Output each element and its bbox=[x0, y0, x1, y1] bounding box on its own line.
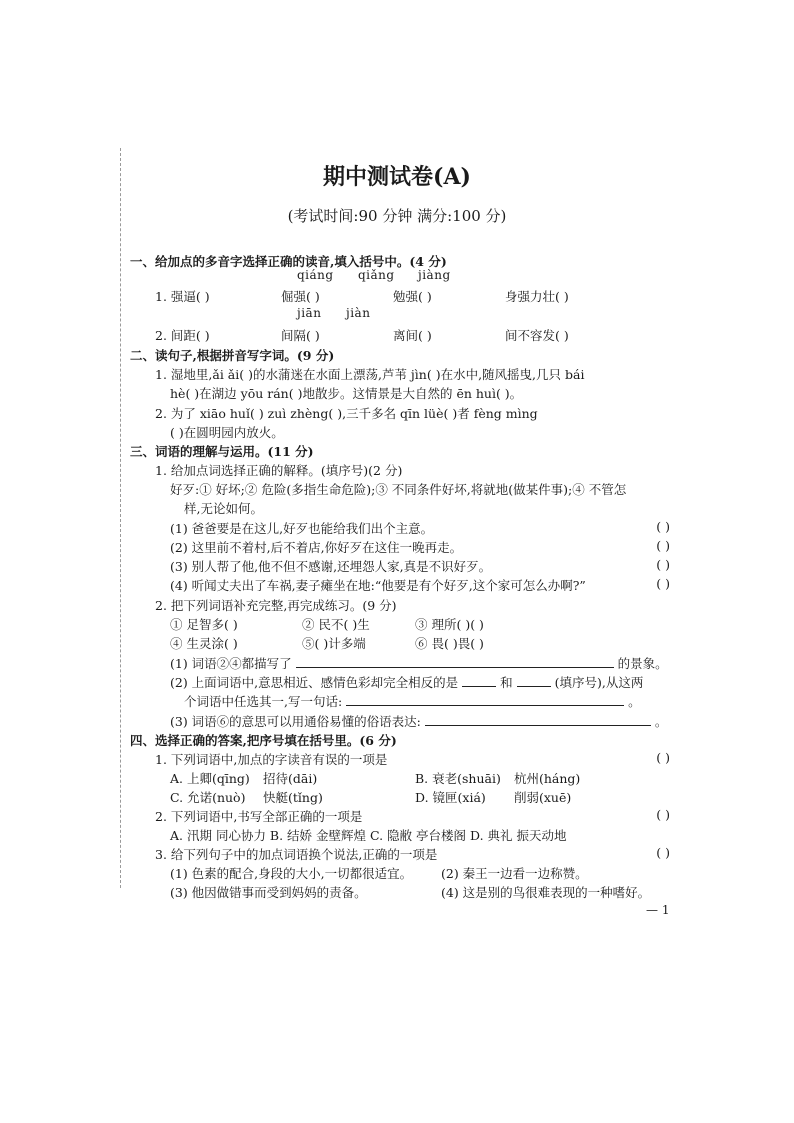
choice: D. 镜匣(xiá) bbox=[415, 790, 486, 805]
word-blank: ⑤( )计多端 bbox=[302, 636, 366, 651]
definition-line: 好歹:① 好坏;② 危险(多指生命危险);③ 不同条件好坏,将就地(做某件事);④ 不管怎 bbox=[170, 482, 627, 497]
question-line: ( )在圆明园内放火。 bbox=[170, 425, 284, 440]
page-number: — 1 bbox=[646, 903, 670, 917]
word-blank: ② 民不( )生 bbox=[302, 617, 370, 632]
word-blank: ③ 理所( )( ) bbox=[415, 617, 484, 632]
answer-blank: ( ) bbox=[656, 807, 670, 822]
answer-blank: ( ) bbox=[656, 538, 670, 553]
word-blank: ⑥ 畏( )畏( ) bbox=[415, 636, 484, 651]
fill-in-line[interactable] bbox=[462, 673, 496, 687]
word-item: 间不容发( ) bbox=[505, 328, 569, 343]
word-item: 间隔( ) bbox=[281, 328, 320, 343]
answer-blank: ( ) bbox=[656, 845, 670, 860]
question-line: hè( )在湖边 yōu rán( )地散步。这情景是大自然的 ēn huì( )。 bbox=[170, 386, 523, 401]
answer-blank: ( ) bbox=[656, 576, 670, 591]
word-item: 2. 间距( ) bbox=[155, 328, 210, 343]
sub-item: (1) 爸爸要是在这儿,好歹也能给我们出个主意。 bbox=[170, 521, 434, 536]
choice: 削弱(xuē) bbox=[514, 790, 572, 805]
sub-item: (4) 听闻丈夫出了车祸,妻子瘫坐在地:“他要是有个好歹,这个家可怎么办啊?” bbox=[170, 578, 586, 593]
choice: A. 上卿(qīng) bbox=[170, 771, 250, 786]
sentence: (4) 这是别的鸟很难表现的一种嗜好。 bbox=[441, 885, 651, 900]
word-item: 倔强( ) bbox=[281, 289, 320, 304]
choice: C. 允诺(nuò) bbox=[170, 790, 246, 805]
binding-margin-line bbox=[120, 148, 121, 888]
sentence: (3) 他因做错事而受到妈妈的责备。 bbox=[170, 885, 367, 900]
choice: 招待(dāi) bbox=[263, 771, 318, 786]
question-line: 2. 把下列词语补充完整,再完成练习。(9 分) bbox=[155, 598, 397, 613]
word-blank: ① 足智多( ) bbox=[170, 617, 238, 632]
word-item: 勉强( ) bbox=[393, 289, 432, 304]
section-4-heading: 四、选择正确的答案,把序号填在括号里。(6 分) bbox=[130, 733, 397, 748]
exam-info: (考试时间:90 分钟 满分:100 分) bbox=[287, 207, 507, 225]
sentence: (1) 色素的配合,身段的大小,一切都很适宜。 bbox=[170, 866, 413, 881]
sub-item: (2) 上面词语中,意思相近、感情色彩却完全相反的是 和 (填序号),从这两 bbox=[170, 675, 644, 690]
choice: 杭州(háng) bbox=[514, 771, 581, 786]
pinyin-option: qiáng bbox=[297, 268, 334, 282]
question-line: 1. 湿地里,ǎi ǎi( )的水蒲迷在水面上漂荡,芦苇 jìn( )在水中,随风摇曳,几只 bái bbox=[155, 367, 585, 382]
choice: 快艇(tǐng) bbox=[263, 790, 323, 805]
sub-item: 个词语中任选其一,写一句话: 。 bbox=[184, 694, 641, 709]
fill-in-line[interactable] bbox=[296, 654, 614, 668]
word-blank: ④ 生灵涂( ) bbox=[170, 636, 238, 651]
pinyin-option: jiàn bbox=[346, 306, 371, 320]
question-line: 1. 下列词语中,加点的字读音有误的一项是 bbox=[155, 752, 388, 767]
fill-in-line[interactable] bbox=[517, 673, 551, 687]
sub-item: (2) 这里前不着村,后不着店,你好歹在这住一晚再走。 bbox=[170, 540, 463, 555]
section-3-heading: 三、词语的理解与运用。(11 分) bbox=[130, 444, 314, 459]
page-title: 期中测试卷(A) bbox=[323, 164, 471, 190]
answer-blank: ( ) bbox=[656, 519, 670, 534]
fill-in-line[interactable] bbox=[425, 712, 651, 726]
definition-line: 样,无论如何。 bbox=[184, 501, 263, 516]
sub-item: (1) 词语②④都描写了 的景象。 bbox=[170, 656, 668, 671]
question-line: 2. 为了 xiāo huǐ( ) zuì zhèng( ),三千多名 qīn lüè( )者 fèng mìng bbox=[155, 406, 538, 421]
pinyin-option: jiān bbox=[297, 306, 322, 320]
fill-in-line[interactable] bbox=[346, 692, 624, 706]
choice: B. 衰老(shuāi) bbox=[415, 771, 501, 786]
question-line: 3. 给下列句子中的加点词语换个说法,正确的一项是 bbox=[155, 847, 438, 862]
word-item: 1. 强逼( ) bbox=[155, 289, 210, 304]
answer-blank: ( ) bbox=[656, 750, 670, 765]
word-item: 身强力壮( ) bbox=[505, 289, 569, 304]
answer-blank: ( ) bbox=[656, 557, 670, 572]
word-item: 离间( ) bbox=[393, 328, 432, 343]
pinyin-option: jiàng bbox=[418, 268, 451, 282]
choice-row: A. 汛期 同心协力 B. 结娇 金壁辉煌 C. 隐敝 亭台楼阁 D. 典礼 振天动地 bbox=[170, 828, 567, 843]
sub-item: (3) 词语⑥的意思可以用通俗易懂的俗语表达: 。 bbox=[170, 714, 668, 729]
sub-item: (3) 别人帮了他,他不但不感谢,还埋怨人家,真是不识好歹。 bbox=[170, 559, 492, 574]
section-1-heading: 一、给加点的多音字选择正确的读音,填入括号中。(4 分) bbox=[130, 254, 447, 269]
section-2-heading: 二、读句子,根据拼音写字词。(9 分) bbox=[130, 348, 335, 363]
sentence: (2) 秦王一边看一边称赞。 bbox=[441, 866, 588, 881]
pinyin-option: qiǎng bbox=[358, 268, 395, 282]
question-line: 2. 下列词语中,书写全部正确的一项是 bbox=[155, 809, 363, 824]
question-line: 1. 给加点词选择正确的解释。(填序号)(2 分) bbox=[155, 463, 403, 478]
